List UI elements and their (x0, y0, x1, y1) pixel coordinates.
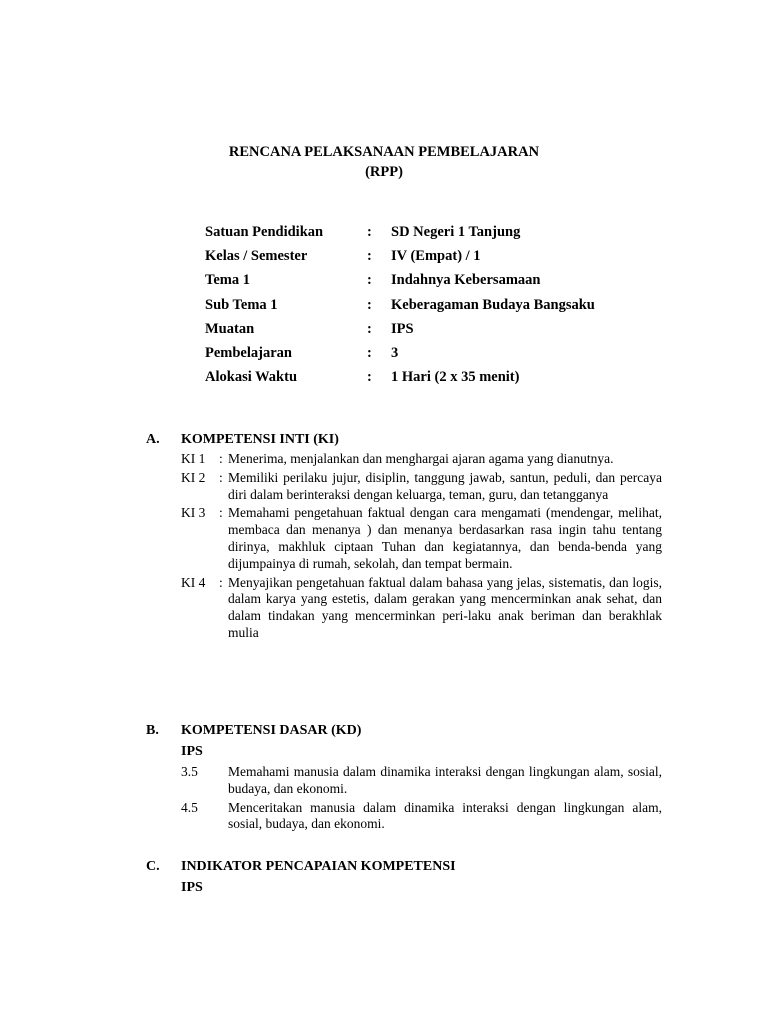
section-subheading: IPS (181, 744, 203, 759)
identity-label: Sub Tema 1 (205, 296, 278, 313)
kd-code: 3.5 (181, 764, 198, 779)
title-line-2: (RPP) (365, 164, 403, 180)
kd-item (181, 764, 662, 798)
ki-text: Memiliki perilaku jujur, disiplin, tanggung jawab, santun, peduli, dan percaya diri dalam berinteraksi dengan keluarga, teman, guru, dan tetangganya (228, 469, 662, 502)
section-letter: A. (146, 432, 160, 447)
identity-row (205, 319, 595, 343)
kd-code: 4.5 (181, 799, 198, 815)
identity-row (205, 246, 595, 270)
identity-colon: : (367, 224, 372, 240)
identity-value: 1 Hari (2 x 35 menit) (391, 369, 520, 386)
section-kompetensi-inti (146, 431, 662, 642)
identity-label: Kelas / Semester (205, 248, 308, 265)
ki-item (181, 575, 662, 642)
ki-text: Menerima, menjalankan dan menghargai ajaran agama yang dianutnya. (228, 451, 614, 466)
identity-label: Pembelajaran (205, 344, 292, 361)
identity-label: Alokasi Waktu (205, 369, 298, 386)
identity-row (205, 367, 595, 391)
ki-text: Menyajikan pengetahuan faktual dalam bahasa yang jelas, sistematis, dan logis, dalam karya yang estetis, dalam gerakan yang mencerminkan anak sehat, dan dalam tindakan yang mencerminkan peri-laku anak beriman dan berakhlak mulia (228, 574, 662, 640)
section-subheading: IPS (181, 880, 203, 895)
identity-value: Keberagaman Budaya Bangsaku (391, 296, 595, 313)
section-title: INDIKATOR PENCAPAIAN KOMPETENSI (181, 859, 456, 874)
section-heading (146, 858, 662, 876)
identity-colon: : (367, 320, 372, 337)
identity-value: IPS (391, 320, 414, 337)
identity-row (205, 295, 595, 319)
identity-colon: : (367, 272, 372, 289)
ki-colon: : (219, 469, 223, 485)
identity-colon: : (367, 344, 372, 361)
identity-label: Satuan Pendidikan (205, 224, 324, 240)
section-letter: C. (146, 859, 160, 874)
identity-value: Indahnya Kebersamaan (391, 272, 541, 289)
ki-code: KI 4 (181, 574, 206, 590)
identity-colon: : (367, 369, 372, 386)
ki-item (181, 505, 662, 572)
kd-item (181, 800, 662, 834)
identity-row (205, 270, 595, 294)
identity-row (205, 343, 595, 367)
identity-label: Tema 1 (205, 272, 250, 289)
title-line-1: RENCANA PELAKSANAAN PEMBELAJARAN (228, 144, 540, 160)
ki-code: KI 1 (181, 451, 206, 466)
ki-text: Memahami pengetahuan faktual dengan cara mengamati (mendengar, melihat, membaca dan menanya ) dan menanya berdasarkan rasa ingin tahu tentang dirinya, makhluk ciptaan Tuhan dan kegiatannya, dan benda-benda yang dijumpainya di rumah, sekolah, dan tempat bermain. (228, 505, 662, 571)
section-title: KOMPETENSI DASAR (KD) (181, 723, 362, 738)
document-title (0, 142, 768, 182)
ki-item (181, 451, 662, 468)
kd-text: Menceritakan manusia dalam dinamika interaksi dengan lingkungan alam, sosial, budaya, dan ekonomi. (228, 799, 662, 832)
ki-colon: : (219, 574, 223, 590)
kd-text: Memahami manusia dalam dinamika interaksi dengan lingkungan alam, sosial, budaya, dan ekonomi. (228, 764, 662, 796)
identity-table (205, 222, 595, 391)
identity-value: IV (Empat) / 1 (391, 248, 481, 265)
ki-colon: : (219, 451, 223, 466)
section-heading (146, 722, 662, 740)
ki-colon: : (219, 505, 223, 521)
ki-item (181, 470, 662, 504)
section-kompetensi-dasar (146, 722, 662, 833)
identity-value: 3 (391, 344, 399, 361)
identity-row (205, 222, 595, 246)
ki-code: KI 2 (181, 469, 206, 485)
section-indikator (146, 858, 662, 897)
ki-code: KI 3 (181, 505, 206, 521)
identity-colon: : (367, 248, 372, 265)
section-heading (146, 431, 662, 449)
identity-value: SD Negeri 1 Tanjung (391, 224, 521, 240)
identity-colon: : (367, 296, 372, 313)
section-letter: B. (146, 723, 159, 738)
section-title: KOMPETENSI INTI (KI) (181, 432, 339, 447)
identity-label: Muatan (205, 320, 255, 337)
